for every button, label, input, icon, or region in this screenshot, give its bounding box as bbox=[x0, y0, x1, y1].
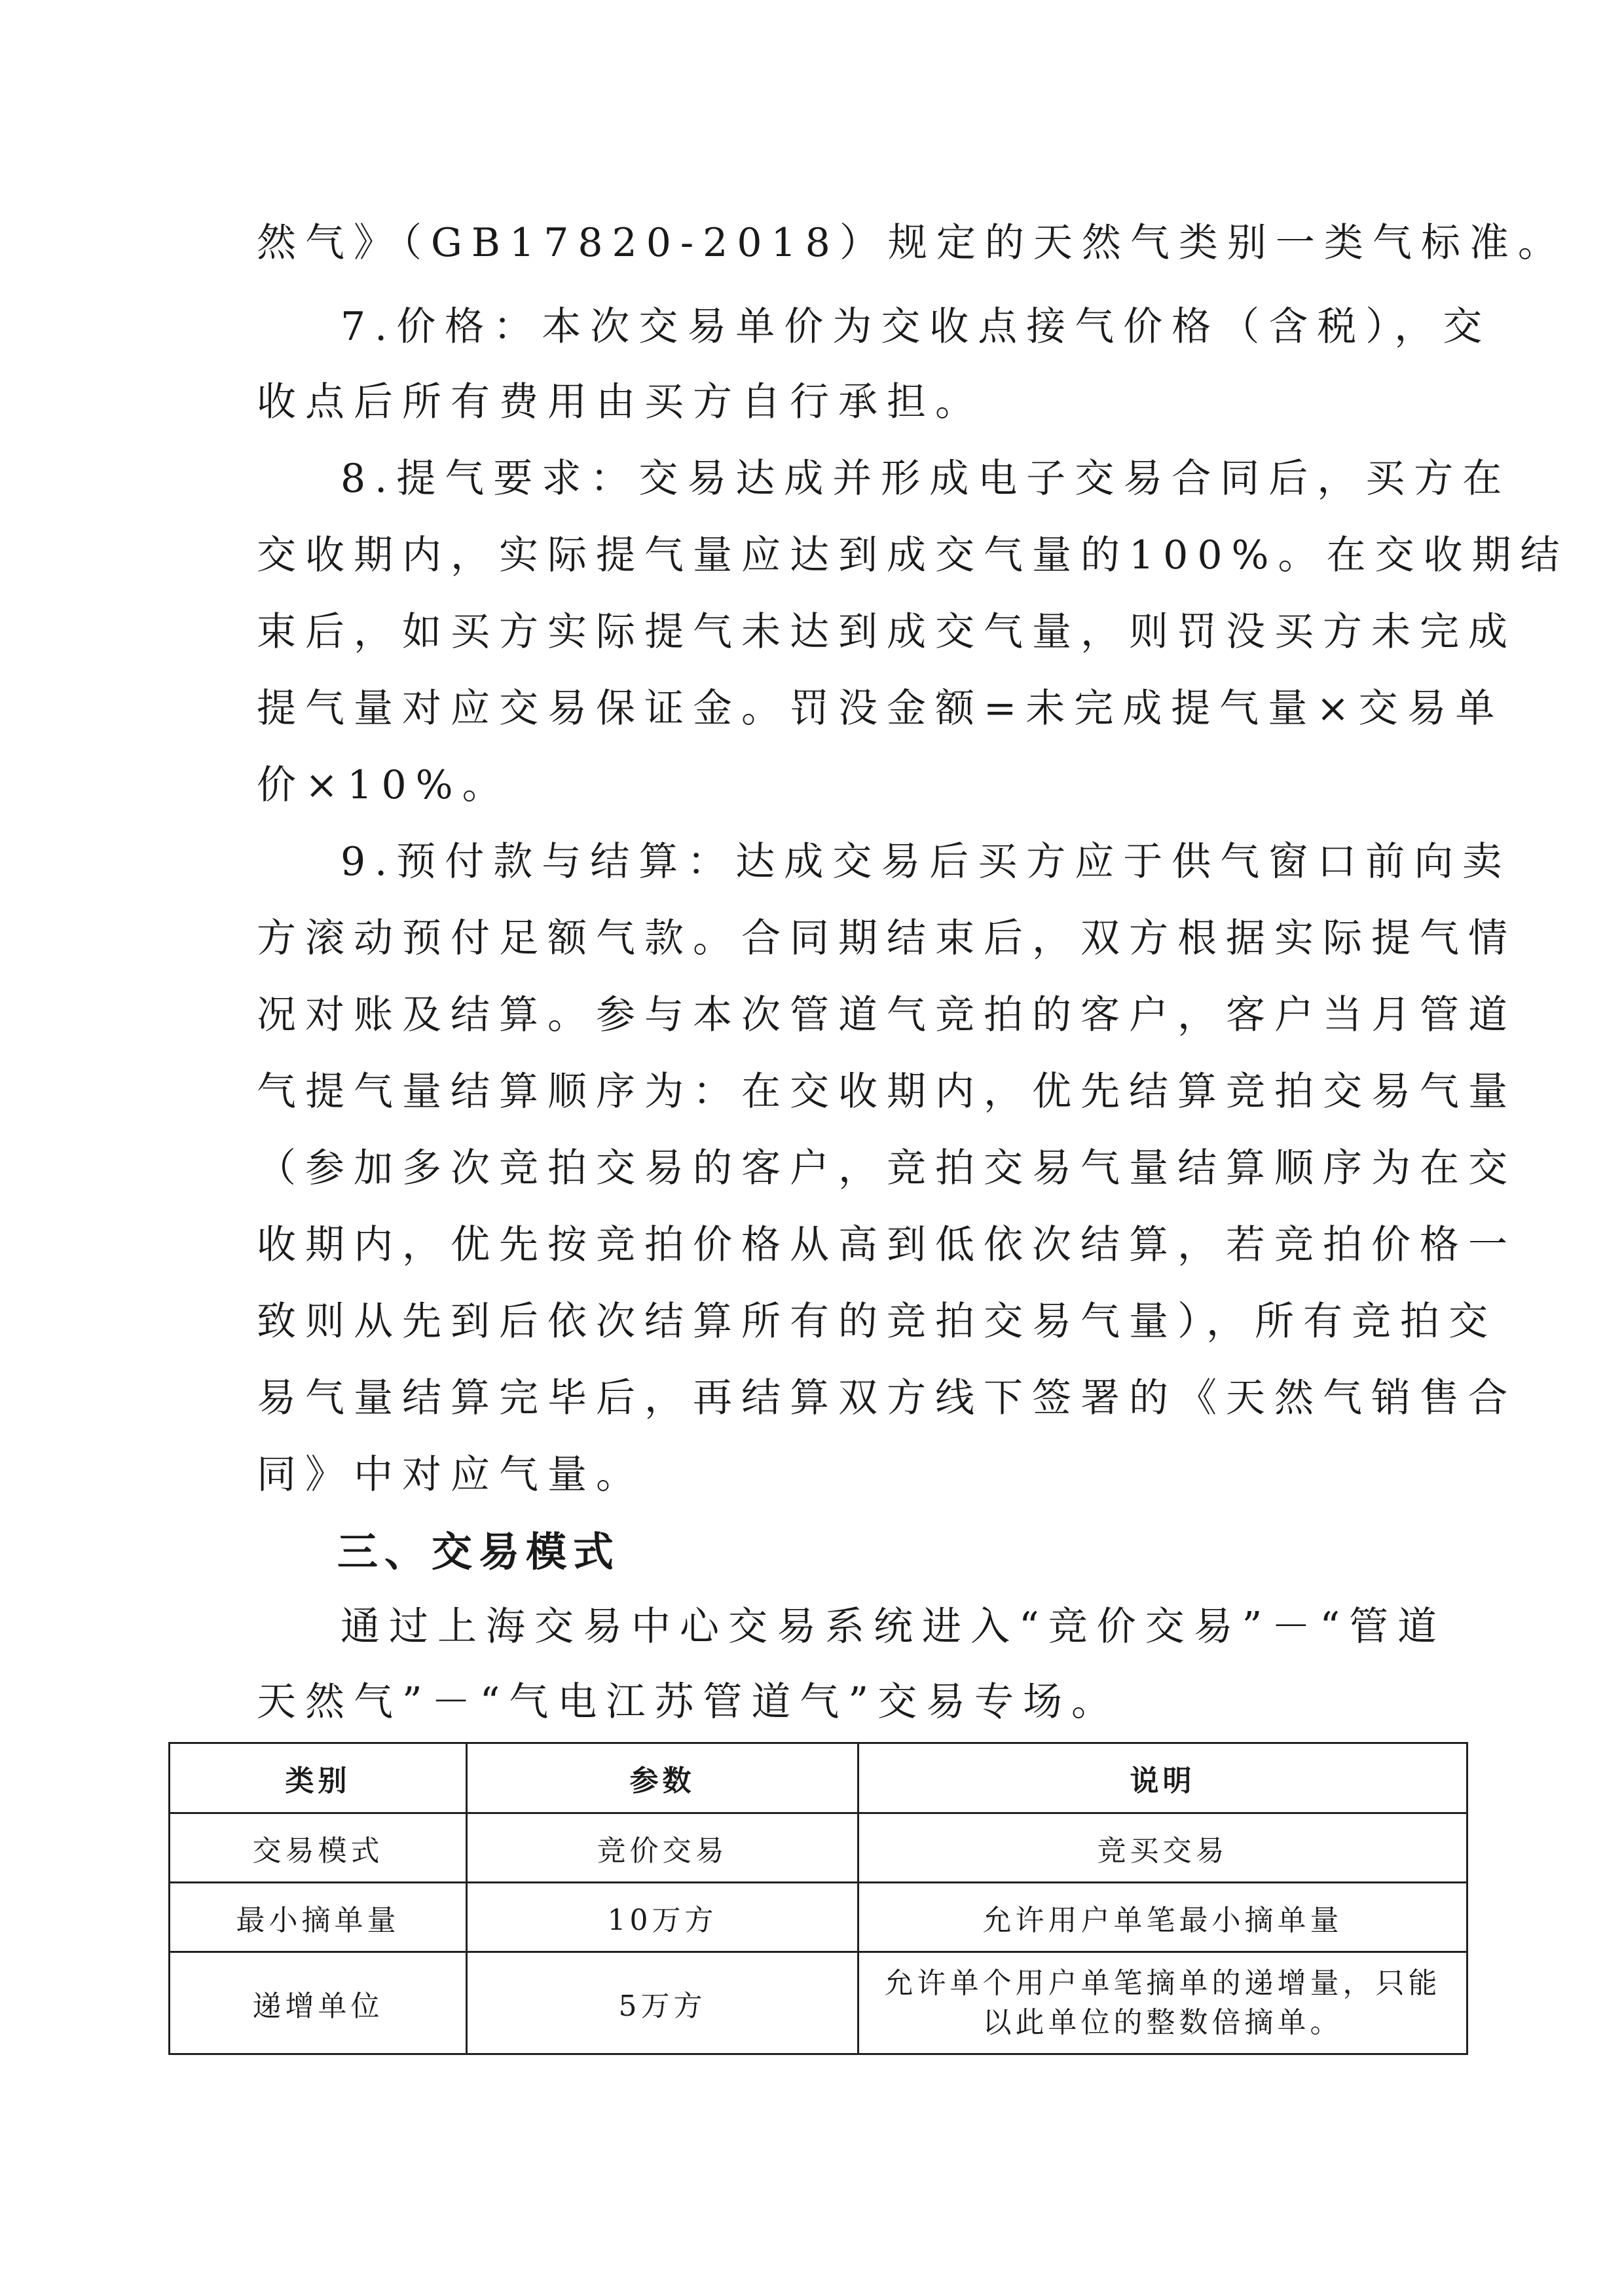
text-line: 束后，如买方实际提气未达到成交气量，则罚没买方未完成 bbox=[257, 609, 1517, 655]
cell-parameter: 5万方 bbox=[467, 1952, 858, 2054]
cell-category: 递增单位 bbox=[170, 1952, 467, 2054]
text-line: 8.提气要求：交易达成并形成电子交易合同后，买方在 bbox=[341, 456, 1511, 502]
cell-category: 交易模式 bbox=[170, 1813, 467, 1883]
text-line: 致则从先到后依次结算所有的竞拍交易气量），所有竞拍交 bbox=[257, 1299, 1497, 1344]
text-line: 通过上海交易中心交易系统进入“竞价交易”－“管道 bbox=[341, 1604, 1447, 1650]
header-description: 说明 bbox=[858, 1743, 1467, 1813]
cell-parameter: 10万方 bbox=[467, 1883, 858, 1952]
table-row bbox=[170, 1813, 1467, 1883]
header-category: 类别 bbox=[170, 1743, 467, 1813]
text-line: 然气》（GB17820-2018）规定的天然气类别一类气标准。 bbox=[257, 220, 1566, 266]
text-line: 天然气”－“气电江苏管道气”交易专场。 bbox=[257, 1679, 1120, 1725]
text-line: 气提气量结算顺序为：在交收期内，优先结算竞拍交易气量 bbox=[257, 1069, 1517, 1115]
text-line: 况对账及结算。参与本次管道气竞拍的客户，客户当月管道 bbox=[257, 992, 1517, 1038]
text-line: 收期内，优先按竞拍价格从高到低依次结算，若竞拍价格一 bbox=[257, 1222, 1517, 1268]
text-line: （参加多次竞拍交易的客户，竞拍交易气量结算顺序为在交 bbox=[257, 1145, 1517, 1191]
cell-parameter: 竞价交易 bbox=[467, 1813, 858, 1883]
cell-description: 竞买交易 bbox=[858, 1813, 1467, 1883]
text-line: 收点后所有费用由买方自行承担。 bbox=[257, 379, 984, 425]
cell-category: 最小摘单量 bbox=[170, 1883, 467, 1952]
table-row bbox=[170, 1952, 1467, 2054]
text-line: 提气量对应交易保证金。罚没金额=未完成提气量×交易单 bbox=[257, 686, 1504, 731]
text-line: 易气量结算完毕后，再结算双方线下签署的《天然气销售合 bbox=[257, 1375, 1517, 1421]
cell-description: 允许用户单笔最小摘单量 bbox=[858, 1883, 1467, 1952]
table-row bbox=[170, 1883, 1467, 1952]
text-line: 9.预付款与结算：达成交易后买方应于供气窗口前向卖 bbox=[341, 839, 1511, 885]
section-heading: 三、交易模式 bbox=[337, 1528, 621, 1576]
header-parameter: 参数 bbox=[467, 1743, 858, 1813]
text-line: 价×10%。 bbox=[257, 762, 511, 808]
table-header-row bbox=[170, 1743, 1467, 1813]
text-line: 7.价格：本次交易单价为交收点接气价格（含税），交 bbox=[341, 304, 1492, 350]
cell-description: 允许单个用户单笔摘单的递增量，只能以此单位的整数倍摘单。 bbox=[858, 1952, 1467, 2054]
text-line: 交收期内，实际提气量应达到成交气量的100%。在交收期结 bbox=[257, 532, 1569, 578]
text-line: 方滚动预付足额气款。合同期结束后，双方根据实际提气情 bbox=[257, 916, 1517, 961]
trade-parameters-table bbox=[168, 1742, 1468, 2055]
text-line: 同》中对应气量。 bbox=[257, 1452, 644, 1498]
